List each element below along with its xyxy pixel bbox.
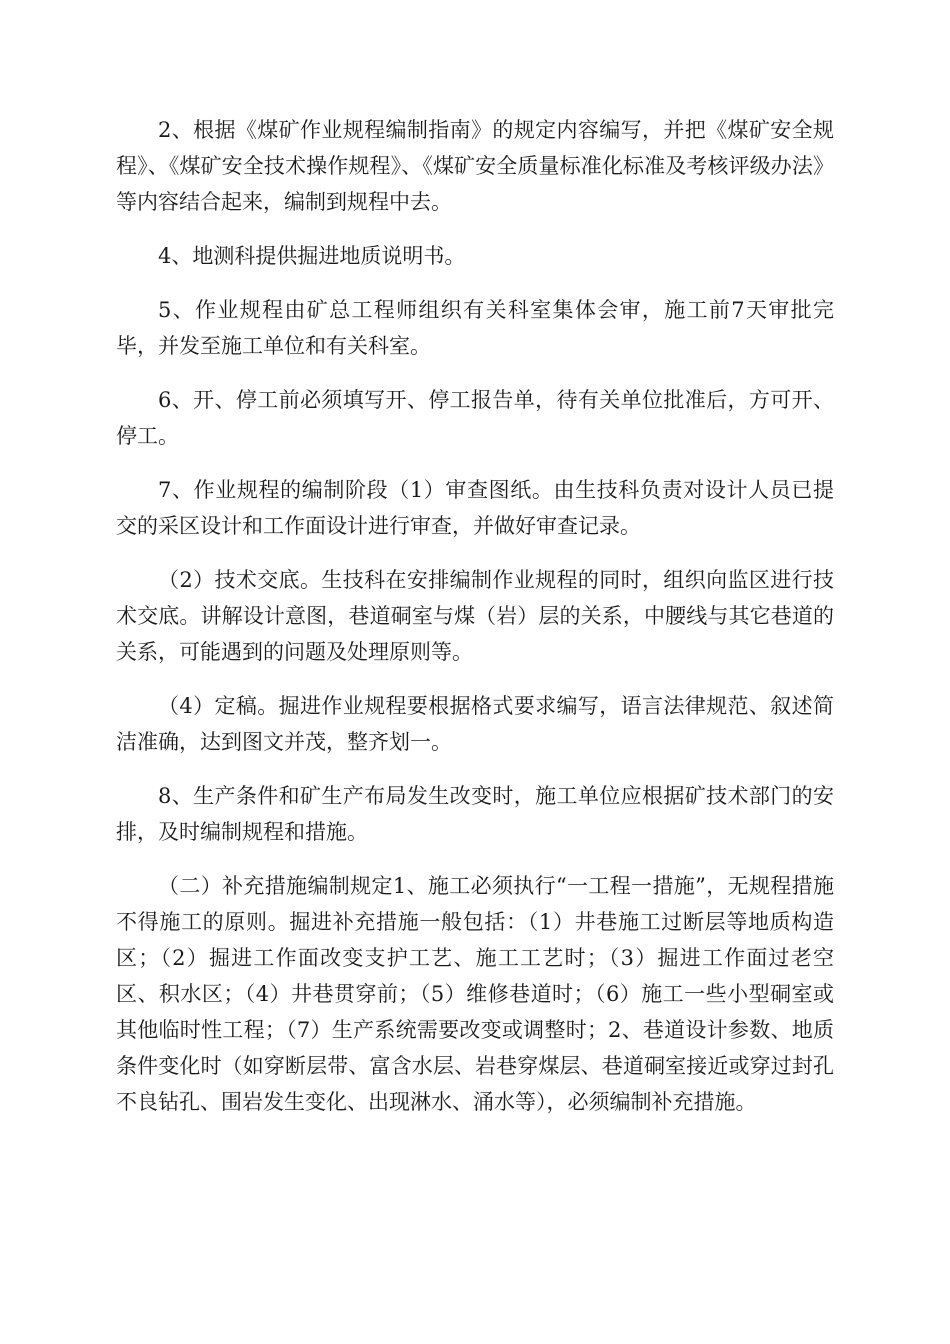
- paragraph-item-5: 5、作业规程由矿总工程师组织有关科室集体会审，施工前7天审批完毕，并发至施工单位和有关科室。: [116, 298, 834, 358]
- document-body: [116, 112, 834, 1138]
- paragraph-item-4: 4、地测科提供掘进地质说明书。: [158, 244, 466, 268]
- paragraph-supplementary-measures: （二）补充措施编制规定1、施工必须执行“一工程一措施”，无规程措施不得施工的原则。掘进补充措施一般包括：（1）井巷施工过断层等地质构造区；（2）掘进工作面改变支护工艺、施工工艺时；（3）掘进工作面过老空区、积水区；（4）井巷贯穿前；（5）维修巷道时；（6）施工一些小型硐室或其他临时性工程；（7）生产系统需要改变或调整时；2、巷道设计参数、地质条件变化时（如穿断层带、富含水层、岩巷穿煤层、巷道硐室接近或穿过封孔不良钻孔、围岩发生变化、出现淋水、涌水等），必须编制补充措施。: [116, 874, 834, 1114]
- paragraph-item-8: 8、生产条件和矿生产布局发生改变时，施工单位应根据矿技术部门的安排，及时编制规程和措施。: [116, 784, 834, 844]
- paragraph-technical-briefing: （2）技术交底。生技科在安排编制作业规程的同时，组织向监区进行技术交底。讲解设计意图，巷道硐室与煤（岩）层的关系，中腰线与其它巷道的关系，可能遇到的问题及处理原则等。: [116, 568, 834, 664]
- paragraph-item-6: 6、开、停工前必须填写开、停工报告单，待有关单位批准后，方可开、停工。: [116, 388, 834, 448]
- paragraph-item-7: 7、作业规程的编制阶段（1）审查图纸。由生技科负责对设计人员已提交的采区设计和工作面设计进行审查，并做好审查记录。: [116, 478, 834, 538]
- paragraph-finalization: （4）定稿。掘进作业规程要根据格式要求编写，语言法律规范、叙述简洁准确，达到图文并茂，整齐划一。: [116, 694, 834, 754]
- paragraph-item-2: 2、根据《煤矿作业规程编制指南》的规定内容编写，并把《煤矿安全规程》、《煤矿安全技术操作规程》、《煤矿安全质量标准化标准及考核评级办法》等内容结合起来，编制到规程中去。: [116, 118, 834, 214]
